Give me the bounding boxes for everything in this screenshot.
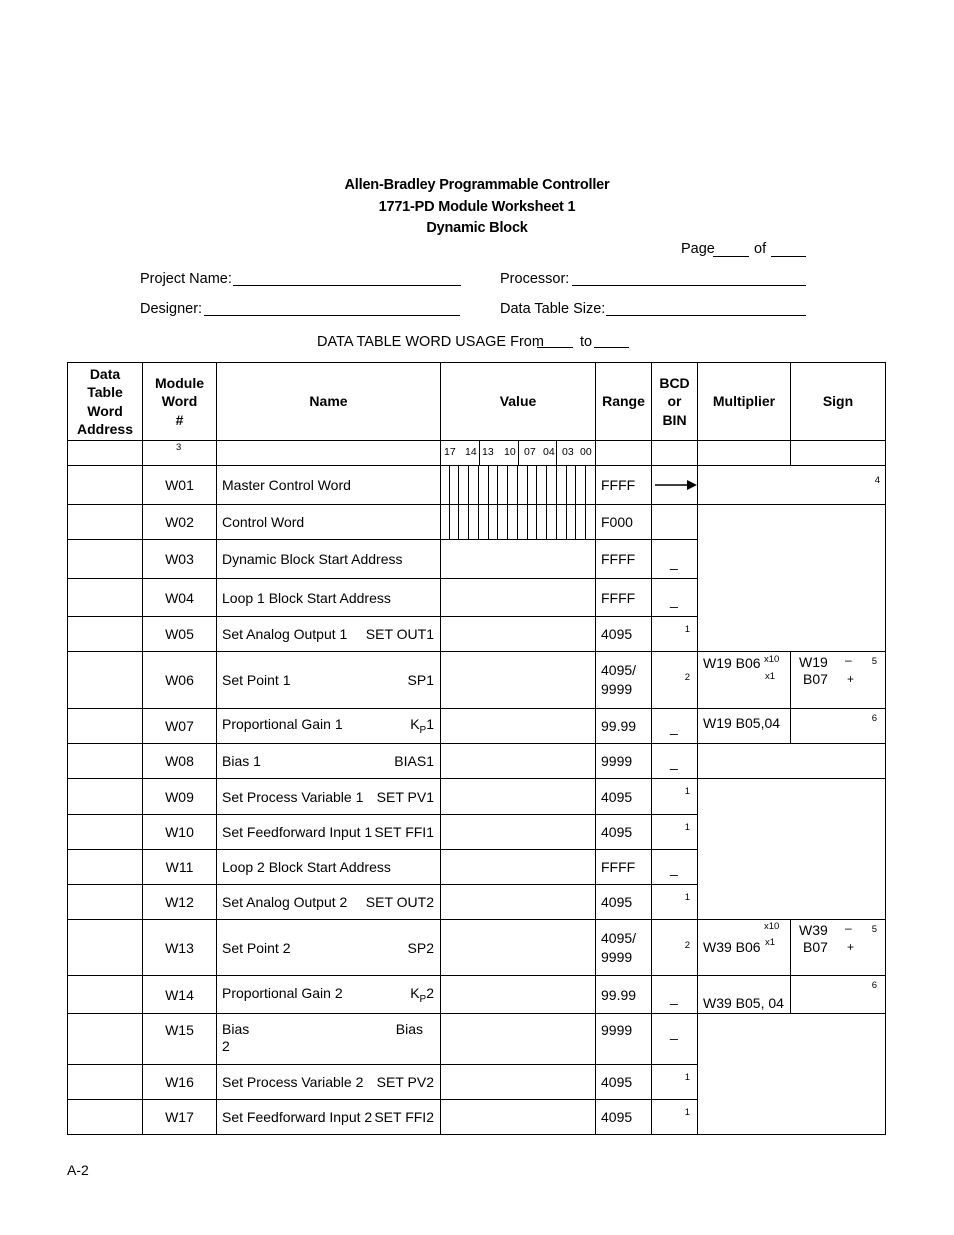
- sign-word: W39: [799, 922, 828, 938]
- data-table-size-label: Data Table Size:: [500, 301, 606, 317]
- module-word-cell: W15: [143, 1014, 217, 1065]
- nibble-divider: [556, 441, 557, 465]
- value-cell[interactable]: [441, 709, 596, 744]
- table-row: [68, 850, 886, 885]
- usage-from-field[interactable]: [537, 347, 573, 348]
- sign-cell: [791, 709, 886, 744]
- bit-cell-divider: [546, 505, 547, 539]
- sign-plus: +: [847, 672, 855, 686]
- bit-cell-divider: [507, 505, 508, 539]
- multiplier-cell: [698, 920, 791, 976]
- processor-label: Processor:: [500, 271, 570, 287]
- sign-note: 6: [871, 980, 877, 991]
- address-cell[interactable]: [68, 652, 143, 709]
- project-name-label: Project Name:: [140, 271, 232, 287]
- bcd-blank: _: [670, 554, 678, 570]
- usage-label: DATA TABLE WORD USAGE From: [317, 334, 544, 350]
- name-cell: [217, 617, 441, 652]
- name-text: Set Point 2: [222, 939, 291, 956]
- module-word-cell: W10: [143, 815, 217, 850]
- range-cell: 99.99: [596, 976, 652, 1014]
- bcd-cell[interactable]: [652, 850, 698, 885]
- table-row: [68, 709, 886, 744]
- name-cell: [217, 1100, 441, 1135]
- module-word-cell: W01: [143, 466, 217, 505]
- module-word-cell: W14: [143, 976, 217, 1014]
- name-cell: [217, 579, 441, 617]
- designer-field[interactable]: [204, 315, 460, 316]
- bit-header-row: [68, 441, 886, 466]
- bcd-cell[interactable]: [652, 709, 698, 744]
- bit-cell-divider: [566, 466, 567, 504]
- tag-text: SET OUT1: [365, 626, 434, 642]
- value-cell[interactable]: [441, 744, 596, 779]
- bcd-cell[interactable]: [652, 1100, 698, 1135]
- range-cell: 4095: [596, 1100, 652, 1135]
- bit-cell-divider: [478, 466, 479, 504]
- multiplier-sign-cell: [698, 505, 886, 540]
- name-cell: [217, 505, 441, 540]
- table-row: [68, 815, 886, 850]
- name-text: Dynamic Block Start Address: [222, 551, 403, 567]
- name-cell: [217, 976, 441, 1014]
- sign-note: 5: [871, 656, 877, 667]
- sign-word: W19: [799, 654, 828, 670]
- sign-cell: [791, 652, 886, 709]
- usage-to-field[interactable]: [594, 347, 629, 348]
- page-total-field[interactable]: [771, 256, 806, 257]
- name-cell: [217, 652, 441, 709]
- table-row: [68, 976, 886, 1014]
- name-text: Set Analog Output 1: [222, 626, 348, 642]
- sign-bit: B07: [803, 939, 828, 955]
- value-cell[interactable]: [441, 652, 596, 709]
- sign-cell: [791, 920, 886, 976]
- value-cell[interactable]: [441, 850, 596, 885]
- table-row: [68, 885, 886, 920]
- value-cell[interactable]: [441, 505, 596, 540]
- table-row: [68, 920, 886, 976]
- name-cell: [217, 920, 441, 976]
- bit-cell-divider: [468, 466, 469, 504]
- tag-text: SET FFI1: [374, 824, 434, 840]
- module-word-cell: W17: [143, 1100, 217, 1135]
- bit-cell-divider: [556, 505, 557, 539]
- address-cell[interactable]: [68, 976, 143, 1014]
- value-cell[interactable]: [441, 1100, 596, 1135]
- tag-text: SET PV2: [376, 1074, 434, 1090]
- value-cell[interactable]: [441, 779, 596, 815]
- name-text: Loop 2 Block Start Address: [222, 859, 391, 875]
- name-text-line2: 2: [222, 1038, 230, 1054]
- bit-cell-divider: [536, 505, 537, 539]
- name-text: Set Process Variable 2: [222, 1074, 364, 1090]
- module-word-cell: W09: [143, 779, 217, 815]
- bcd-cell[interactable]: [652, 652, 698, 709]
- bcd-blank: _: [670, 860, 678, 876]
- bcd-cell[interactable]: [652, 920, 698, 976]
- bcd-note: 1: [684, 892, 690, 903]
- name-text: Set Analog Output 2: [222, 894, 348, 910]
- multiplier-sign-cell: [698, 1014, 886, 1065]
- address-cell[interactable]: [68, 1014, 143, 1065]
- page-label: Page: [681, 241, 715, 257]
- bit-cell-divider: [575, 466, 576, 504]
- bit-cell-divider: [449, 466, 450, 504]
- bit-cell-divider: [449, 505, 450, 539]
- tag-text: $K_P1$: [410, 716, 434, 736]
- bit-label-14: 14: [465, 446, 477, 458]
- multiplier-sign-cell: [698, 617, 886, 652]
- module-word-cell: W02: [143, 505, 217, 540]
- multiplier-sign-cell: [698, 779, 886, 815]
- bit-cell-divider: [497, 466, 498, 504]
- multiplier-sign-cell: [698, 885, 886, 920]
- tag-text: SP2: [407, 939, 434, 956]
- table-row: [68, 505, 886, 540]
- bit-cell-divider: [488, 505, 489, 539]
- module-word-cell: W06: [143, 652, 217, 709]
- bcd-blank: _: [670, 754, 678, 770]
- bcd-cell[interactable]: [652, 779, 698, 815]
- multiplier-sign-cell: [698, 1065, 886, 1100]
- bit-cell-divider: [527, 466, 528, 504]
- tag-text: Bias: [395, 1021, 423, 1037]
- module-word-cell: W13: [143, 920, 217, 976]
- name-text: Set Point 1: [222, 672, 291, 688]
- bcd-cell[interactable]: [652, 505, 698, 540]
- address-cell[interactable]: [68, 617, 143, 652]
- address-cell[interactable]: [68, 815, 143, 850]
- sign-plus: +: [847, 940, 855, 954]
- range-cell: FFFF: [596, 540, 652, 579]
- address-cell[interactable]: [68, 579, 143, 617]
- table-row: [68, 1100, 886, 1135]
- module-word-header: Module Word #: [143, 363, 217, 441]
- bit-grid[interactable]: [441, 505, 595, 539]
- bcd-blank: _: [670, 719, 678, 735]
- name-cell: [217, 779, 441, 815]
- processor-field[interactable]: [572, 285, 806, 286]
- multiplier-sign-cell: [698, 815, 886, 850]
- name-header: Name: [217, 363, 441, 441]
- module-word-cell: W04: [143, 579, 217, 617]
- value-cell[interactable]: [441, 540, 596, 579]
- name-cell: [217, 1065, 441, 1100]
- name-text: Proportional Gain 2: [222, 984, 343, 1001]
- doc-title-line3: Dynamic Block: [426, 220, 528, 236]
- multiplier-text: W39 B05, 04: [703, 995, 784, 1011]
- value-cell[interactable]: [441, 579, 596, 617]
- bit-cell-divider: [488, 466, 489, 504]
- multiplier-sign-cell: [698, 466, 886, 505]
- name-text: Control Word: [222, 514, 305, 530]
- tag-text: $K_P2$: [410, 984, 434, 1005]
- module-word-cell: W07: [143, 709, 217, 744]
- range-cell: 4095: [596, 617, 652, 652]
- bit-cell-divider: [575, 505, 576, 539]
- module-word-cell: W08: [143, 744, 217, 779]
- worksheet-table: [67, 362, 886, 1135]
- module-word-cell: W03: [143, 540, 217, 579]
- table-row: [68, 466, 886, 505]
- tag-text: SP1: [407, 672, 434, 688]
- address-cell[interactable]: [68, 466, 143, 505]
- name-text: Loop 1 Block Start Address: [222, 589, 391, 606]
- address-cell[interactable]: [68, 1100, 143, 1135]
- x1-label: x1: [765, 671, 776, 682]
- value-cell[interactable]: [441, 976, 596, 1014]
- multiplier-sign-cell: [698, 850, 886, 885]
- address-cell[interactable]: [68, 505, 143, 540]
- note-4: 4: [874, 475, 880, 486]
- bit-labels: [441, 441, 595, 465]
- bcd-header: BCD or BIN: [652, 363, 698, 441]
- address-header: Data Table Word Address: [68, 363, 143, 441]
- value-cell[interactable]: [441, 466, 596, 505]
- range-cell: 4095: [596, 885, 652, 920]
- doc-title-line1: Allen-Bradley Programmable Controller: [344, 177, 610, 193]
- nibble-divider: [518, 441, 519, 465]
- bit-label-10: 10: [504, 446, 516, 458]
- address-cell[interactable]: [68, 744, 143, 779]
- name-text: Proportional Gain 1: [222, 716, 343, 733]
- value-cell[interactable]: [441, 885, 596, 920]
- name-text: Master Control Word: [222, 477, 351, 493]
- value-cell[interactable]: [441, 617, 596, 652]
- value-cell[interactable]: [441, 1065, 596, 1100]
- bit-cell-divider: [458, 466, 459, 504]
- sign-cell: [791, 976, 886, 1014]
- bcd-cell[interactable]: [652, 744, 698, 779]
- multiplier-cell: [698, 652, 791, 709]
- name-cell: [217, 540, 441, 579]
- name-text: Bias: [222, 1021, 250, 1037]
- table-row: [68, 540, 886, 579]
- multiplier-text: W39 B06: [703, 939, 761, 955]
- address-cell[interactable]: [68, 540, 143, 579]
- nibble-divider: [479, 441, 480, 465]
- bit-cell-divider: [585, 505, 586, 539]
- bit-cell-divider: [527, 505, 528, 539]
- name-cell: [217, 709, 441, 744]
- name-text: Set Feedforward Input 2: [222, 1109, 373, 1125]
- bcd-note: 1: [684, 624, 690, 635]
- bcd-blank: _: [670, 592, 678, 608]
- table-row: [68, 1065, 886, 1100]
- address-cell[interactable]: [68, 709, 143, 744]
- bit-label-04: 04: [543, 446, 555, 458]
- bcd-note: 1: [684, 786, 690, 797]
- bit-cell-divider: [536, 466, 537, 504]
- name-cell: [217, 466, 441, 505]
- designer-label: Designer:: [140, 301, 203, 317]
- sign-note: 5: [871, 924, 877, 935]
- range-cell: 9999: [596, 744, 652, 779]
- range-cell: 4095/ 9999: [596, 652, 652, 709]
- range-cell: 4095/ 9999: [596, 920, 652, 976]
- page-number-field[interactable]: [713, 256, 749, 257]
- x1-label: x1: [765, 937, 776, 948]
- note-3: 3: [176, 442, 182, 453]
- bit-cell-divider: [566, 505, 567, 539]
- sign-note: 6: [871, 713, 877, 724]
- module-word-cell: W16: [143, 1065, 217, 1100]
- bcd-cell[interactable]: [652, 1014, 698, 1065]
- x10-label: x10: [764, 921, 780, 932]
- bit-label-00: 00: [580, 446, 592, 458]
- bcd-cell[interactable]: [652, 1065, 698, 1100]
- bit-grid[interactable]: [441, 466, 595, 504]
- name-cell: [217, 885, 441, 920]
- bcd-note: 2: [684, 672, 690, 683]
- tag-text: SET PV1: [376, 788, 434, 805]
- bit-cell-divider: [478, 505, 479, 539]
- module-word-cell: W12: [143, 885, 217, 920]
- name-text: Set Feedforward Input 1: [222, 824, 373, 840]
- bit-cell-divider: [517, 466, 518, 504]
- bcd-blank: _: [670, 1024, 678, 1040]
- multiplier-sign-cell: [698, 744, 886, 779]
- bcd-cell[interactable]: [652, 466, 698, 505]
- bcd-cell[interactable]: [652, 976, 698, 1014]
- table-row: [68, 652, 886, 709]
- bit-cell-divider: [468, 505, 469, 539]
- table-row: [68, 744, 886, 779]
- multiplier-text: W19 B06: [703, 655, 761, 671]
- usage-to-label: to: [580, 334, 593, 350]
- tag-text: SET OUT2: [365, 894, 434, 910]
- name-text: Set Process Variable 1: [222, 788, 364, 805]
- range-cell: FFFF: [596, 850, 652, 885]
- bit-cell-divider: [585, 466, 586, 504]
- range-cell: 9999: [596, 1014, 652, 1065]
- sign-minus: –: [845, 653, 852, 667]
- tag-text: SET FFI2: [374, 1109, 434, 1125]
- address-cell[interactable]: [68, 885, 143, 920]
- bit-label-07: 07: [524, 446, 536, 458]
- page-footer: A-2: [67, 1162, 89, 1178]
- module-word-cell: W11: [143, 850, 217, 885]
- address-cell[interactable]: [68, 779, 143, 815]
- bcd-note: 2: [684, 940, 690, 951]
- table-row: [68, 779, 886, 815]
- address-cell[interactable]: [68, 920, 143, 976]
- value-cell[interactable]: [441, 920, 596, 976]
- tag-text: BIAS1: [394, 753, 434, 769]
- header-row: [68, 363, 886, 441]
- range-cell: F000: [596, 505, 652, 540]
- value-cell[interactable]: [441, 1014, 596, 1065]
- bit-cell-divider: [546, 466, 547, 504]
- doc-title-line2: 1771-PD Module Worksheet 1: [378, 199, 576, 215]
- range-cell: 99.99: [596, 709, 652, 744]
- arrow-right-icon: [655, 478, 699, 492]
- bcd-cell[interactable]: [652, 540, 698, 579]
- bcd-note: 1: [684, 1072, 690, 1083]
- value-cell[interactable]: [441, 815, 596, 850]
- name-cell: [217, 815, 441, 850]
- bit-cell-divider: [556, 466, 557, 504]
- bcd-cell[interactable]: [652, 885, 698, 920]
- multiplier-cell: [698, 976, 791, 1014]
- sign-header: Sign: [791, 363, 886, 441]
- x10-label: x10: [764, 654, 780, 665]
- table-row: [68, 1014, 886, 1065]
- bit-cell-divider: [458, 505, 459, 539]
- multiplier-text: W19 B05,04: [703, 715, 781, 731]
- module-word-cell: W05: [143, 617, 217, 652]
- bit-label-17: 17: [444, 446, 456, 458]
- range-cell: 4095: [596, 815, 652, 850]
- bit-cell-divider: [517, 505, 518, 539]
- multiplier-header: Multiplier: [698, 363, 791, 441]
- table-row: [68, 579, 886, 617]
- name-text: Bias 1: [222, 753, 261, 769]
- range-cell: FFFF: [596, 579, 652, 617]
- sign-bit: B07: [803, 671, 828, 687]
- bit-label-03: 03: [562, 446, 574, 458]
- bcd-note: 1: [684, 1107, 690, 1118]
- table-row: [68, 617, 886, 652]
- of-label: of: [754, 241, 767, 257]
- address-cell[interactable]: [68, 850, 143, 885]
- bcd-cell[interactable]: [652, 815, 698, 850]
- address-cell[interactable]: [68, 1065, 143, 1100]
- range-header: Range: [596, 363, 652, 441]
- name-cell: [217, 1014, 441, 1065]
- bit-label-13: 13: [482, 446, 494, 458]
- range-cell: FFFF: [596, 466, 652, 505]
- bit-cell-divider: [507, 466, 508, 504]
- value-header: Value: [441, 363, 596, 441]
- bcd-note: 1: [684, 822, 690, 833]
- bcd-cell[interactable]: [652, 579, 698, 617]
- bit-cell-divider: [497, 505, 498, 539]
- bcd-cell[interactable]: [652, 617, 698, 652]
- multiplier-sign-cell: [698, 579, 886, 617]
- range-cell: 4095: [596, 779, 652, 815]
- name-cell: [217, 850, 441, 885]
- data-table-size-field[interactable]: [606, 315, 806, 316]
- bcd-blank: _: [670, 989, 678, 1005]
- multiplier-sign-cell: [698, 1100, 886, 1135]
- multiplier-sign-cell: [698, 540, 886, 579]
- range-cell: 4095: [596, 1065, 652, 1100]
- multiplier-cell: [698, 709, 791, 744]
- project-name-field[interactable]: [233, 285, 461, 286]
- sign-minus: –: [845, 921, 852, 935]
- name-cell: [217, 744, 441, 779]
